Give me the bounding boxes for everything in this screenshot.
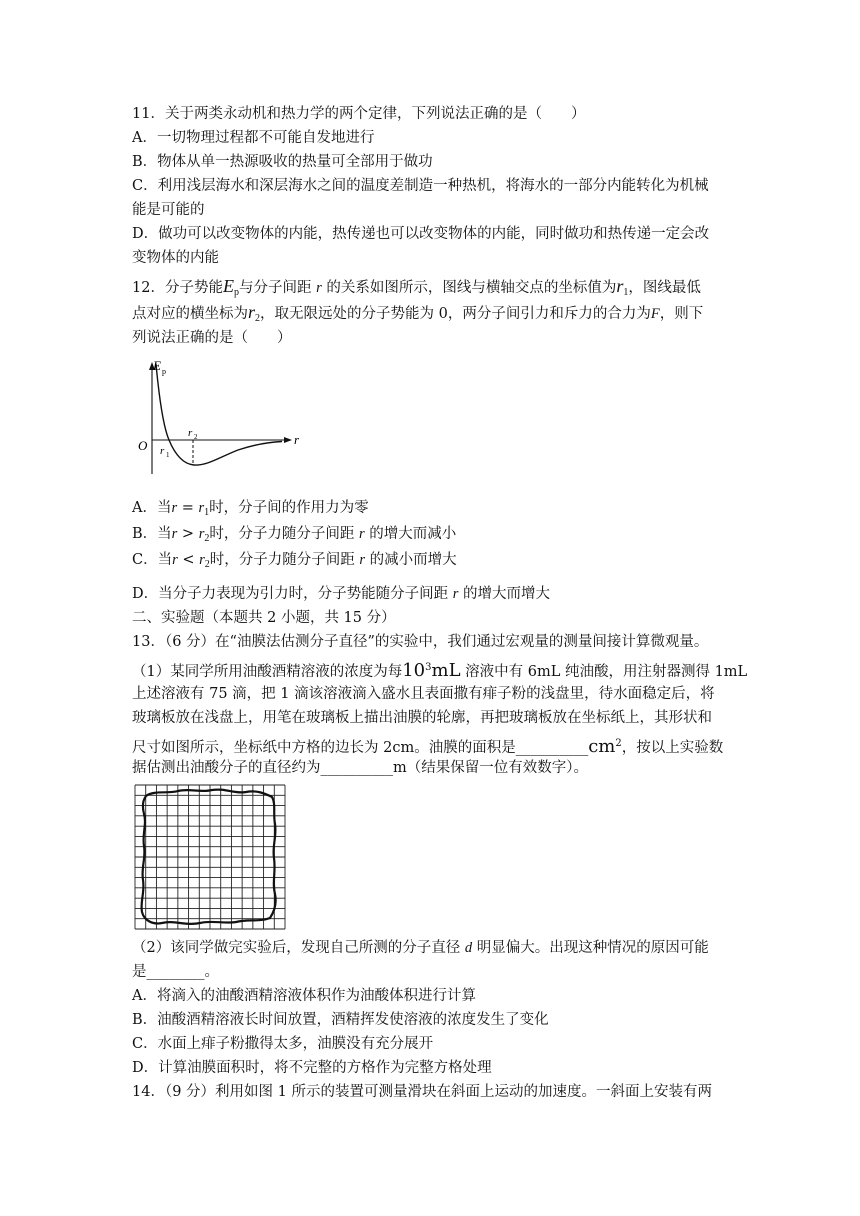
q13-line1: 13．（6 分）在“油膜法估测分子直径”的实验中，我们通过宏观量的测量间接计算微观量。 — [132, 634, 709, 650]
q13-option-b: B．油酸酒精溶液长时间放置，酒精挥发使溶液的浓度发生了变化 — [132, 1012, 549, 1028]
q14-line1: 14．（9 分）利用如图 1 所示的装置可测量滑块在斜面上运动的加速度。一斜面上安装有两 — [132, 1084, 712, 1100]
q11-option-d: D．做功可以改变物体的内能，热传递也可以改变物体的内能，同时做功和热传递一定会改 — [132, 226, 710, 242]
graph-r2-sub: 2 — [194, 433, 198, 441]
oil-film-grid-figure — [134, 784, 286, 930]
q13-line2: （1）某同学所用油酸酒精溶液的浓度为每$10^3mL$ 溶液中有 6mL 纯油酸，用注射器测得 1mL — [132, 660, 748, 681]
q11-option-a: A．一切物理过程都不可能自发地进行 — [132, 130, 375, 146]
graph-ylabel-sub: p — [162, 367, 166, 376]
graph-r1-sub: 1 — [166, 451, 170, 459]
q13-line3: 上述溶液有 75 滴，把 1 滴该溶液滴入盛水且表面撒有痱子粉的浅盘里，待水面稳定后，将 — [132, 686, 715, 702]
q13-line4: 玻璃板放在浅盘上，用笔在玻璃板上描出油膜的轮廓，再把玻璃板放在坐标纸上，其形状和 — [132, 710, 712, 726]
ep-symbol: $E_p$ — [222, 276, 239, 298]
q13-line6: 据估测出油酸分子的直径约为__________m（结果保留一位有效数字）。 — [132, 760, 588, 776]
graph-origin: O — [138, 438, 148, 453]
q11-option-b: B．物体从单一热源吸收的热量可全部用于做功 — [132, 154, 433, 170]
graph-xlabel: r — [294, 432, 300, 447]
q12-option-d: D．当分子力表现为引力时，分子势能随分子间距 r 的增大而增大 — [132, 586, 550, 602]
q11-option-c-cont: 能是可能的 — [132, 202, 205, 218]
q11-option-d-cont: 变物体的内能 — [132, 250, 219, 266]
graph-ylabel: E — [153, 358, 161, 373]
section-experiment-heading: 二、实验题（本题共 2 小题，共 15 分） — [132, 610, 396, 626]
graph-r2-label: r — [188, 427, 193, 439]
graph-r1-label: r — [160, 445, 165, 457]
q12-option-c: C．当$r < r_2$时，分子力随分子间距 r 的减小而增大 — [132, 552, 457, 570]
q12-line2: 点对应的横坐标为$r_2$，取无限远处的分子势能为 0，两分子间引力和斥力的合力为F，则下 — [132, 302, 704, 324]
q11-option-c: C．利用浅层海水和深层海水之间的温度差制造一种热机，将海水的一部分内能转化为机械 — [132, 178, 709, 194]
q12-line3: 列说法正确的是（ ） — [132, 330, 292, 346]
q13-line5: 尺寸如图所示，坐标纸中方格的边长为 2cm。油膜的面积是$\_\_\_\_\_\_\_\_\_\_cm^2$，按以上实验数 — [132, 736, 724, 757]
q13-option-c: C．水面上痱子粉撒得太多，油膜没有充分展开 — [132, 1036, 434, 1052]
q13-part2-line1: （2）该同学做完实验后，发现自己所测的分子直径 d 明显偏大。出现这种情况的原因可能 — [132, 940, 709, 956]
q13-part2-line2: 是________。 — [132, 964, 219, 980]
q12-line1: 12．分子势能$E_p$与分子间距 r 的关系如图所示，图线与横轴交点的坐标值为$r_1$，图线最低 — [132, 276, 701, 298]
q11-stem: 11．关于两类永动机和热力学的两个定律，下列说法正确的是（ ） — [132, 106, 586, 122]
r1-symbol: $r_1$ — [616, 276, 629, 298]
ep-r-graph — [132, 356, 304, 476]
q12-option-a: A．当$r = r_1$时，分子间的作用力为零 — [132, 500, 369, 518]
r2-symbol: $r_2$ — [248, 302, 261, 324]
q13-option-d: D．计算油膜面积时，将不完整的方格作为完整方格处理 — [132, 1060, 492, 1076]
q12-option-b: B．当$r > r_2$时，分子力随分子间距 r 的增大而减小 — [132, 526, 457, 544]
q13-option-a: A．将滴入的油酸酒精溶液体积作为油酸体积进行计算 — [132, 988, 476, 1004]
